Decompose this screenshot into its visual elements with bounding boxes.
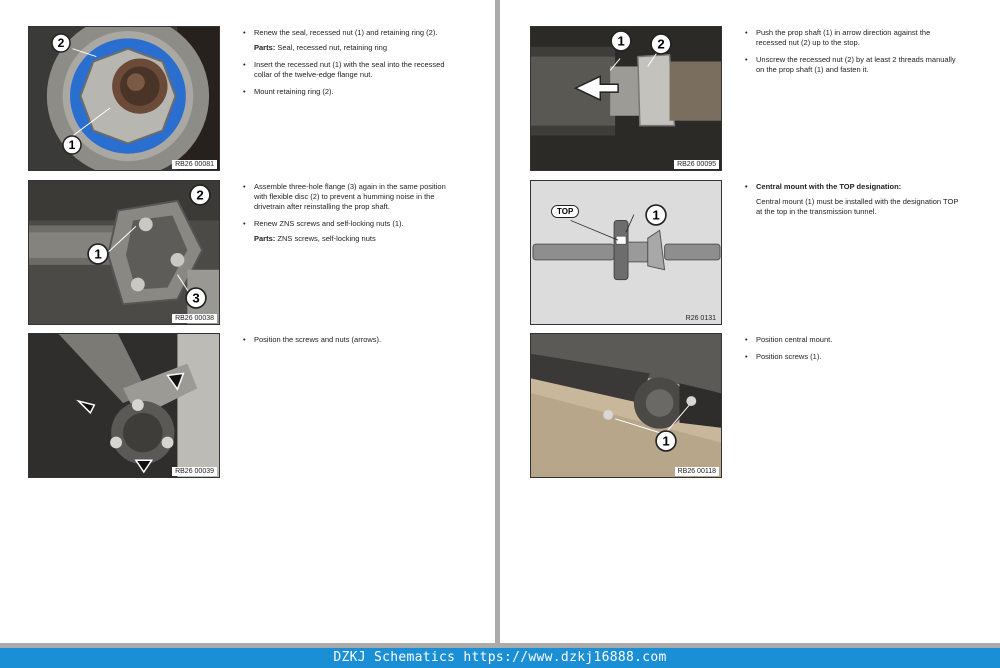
parts-note (242, 234, 457, 244)
instructions-position-screws (242, 335, 457, 352)
step-position-screws-1: • Position screws (1). (744, 352, 959, 362)
figure-seal-recessed-nut (28, 26, 220, 171)
heading-central-mount-top: • Central mount with the TOP designation: (744, 182, 959, 192)
step-position-mount: • Position central mount. (744, 335, 959, 345)
step-renew-screws: • Renew ZNS screws and self-locking nuts (1). (242, 219, 457, 229)
callout-2 (189, 184, 211, 206)
top-label-badge: TOP (551, 205, 579, 218)
left-page (0, 0, 495, 643)
step-unscrew-nut: • Unscrew the recessed nut (2) by at least 2 threads manually on the prop shaft (1) and fasten it. (744, 55, 959, 75)
svg-text:1: 1 (652, 207, 660, 223)
parts-text: ZNS screws, self-locking nuts (277, 234, 376, 243)
svg-text:1: 1 (662, 433, 670, 449)
parts-label: Parts: (254, 43, 276, 52)
parts-label: Parts: (254, 234, 276, 243)
callout-1 (610, 30, 632, 52)
callout-2 (51, 33, 71, 53)
figure-flexible-disc (28, 180, 220, 325)
figure-caption: RB26 00038 (172, 314, 217, 323)
figure-caption: RB26 00081 (172, 160, 217, 169)
figure-caption: R26 0131 (685, 315, 716, 322)
step-push-shaft: • Push the prop shaft (1) in arrow direction against the recessed nut (2) up to the stop. (744, 28, 959, 48)
instructions-push-shaft (744, 28, 959, 82)
svg-text:2: 2 (57, 36, 65, 50)
central-mount-diagram (531, 181, 721, 324)
screws-nuts-photo (29, 334, 219, 477)
callout-3 (185, 287, 207, 309)
figure-caption: RB26 00118 (675, 467, 719, 476)
instructions-seal (242, 28, 457, 104)
callout-1 (645, 204, 667, 226)
parts-text: Seal, recessed nut, retaining ring (277, 43, 388, 52)
central-mount-photo (531, 334, 721, 477)
figure-push-prop-shaft (530, 26, 722, 171)
svg-text:1: 1 (94, 246, 102, 262)
note-central-mount: Central mount (1) must be installed with the designation TOP at the top in the transmission tunnel. (756, 197, 959, 216)
svg-text:2: 2 (196, 187, 204, 203)
step-mount-ring: • Mount retaining ring (2). (242, 87, 457, 97)
callout-1 (62, 135, 82, 155)
callout-2 (650, 33, 672, 55)
step-insert-nut: • Insert the recessed nut (1) with the seal into the recessed collar of the twelve-edge flange nut. (242, 60, 457, 80)
figure-caption: RB26 00039 (172, 467, 217, 476)
callout-1 (655, 430, 677, 452)
callout-1 (87, 243, 109, 265)
step-assemble-flange: • Assemble three-hole flange (3) again in the same position with flexible disc (2) to prevent a humming noise in the drivetrain after reinstalling the prop shaft. (242, 182, 457, 212)
figure-position-central-mount (530, 333, 722, 478)
figure-screws-nuts (28, 333, 220, 478)
instructions-position-mount (744, 335, 959, 369)
watermark-footer-banner: DZKJ Schematics https://www.dzkj16888.com (0, 648, 1000, 668)
svg-text:2: 2 (657, 36, 665, 52)
step-renew-seal: • Renew the seal, recessed nut (1) and retaining ring (2). (242, 28, 457, 38)
svg-text:1: 1 (68, 138, 76, 152)
figure-caption: RB26 00095 (674, 160, 719, 169)
right-page (500, 0, 1000, 643)
instructions-flange (242, 182, 457, 251)
svg-text:1: 1 (617, 33, 625, 49)
instructions-central-mount (744, 182, 959, 224)
parts-note (242, 43, 457, 53)
svg-text:3: 3 (192, 290, 200, 306)
figure-central-mount-top (530, 180, 722, 325)
step-position-screws: • Position the screws and nuts (arrows). (242, 335, 457, 345)
